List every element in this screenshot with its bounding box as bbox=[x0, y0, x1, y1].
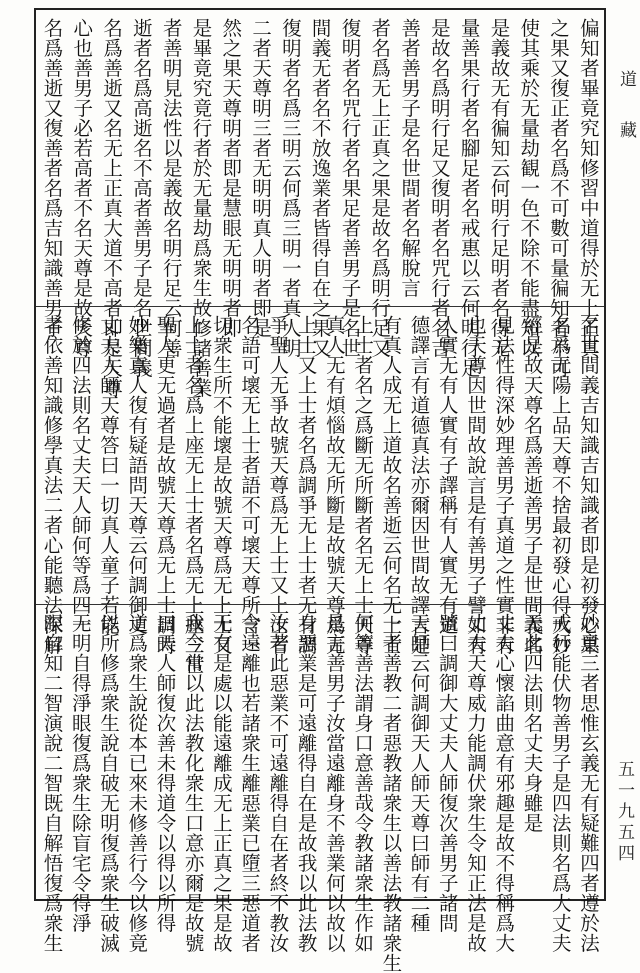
text-column: 名爲善逝又復善者名爲吉知識善男子 bbox=[40, 18, 64, 338]
text-column: 眼自知二智演說二智既自解悟復爲衆生 bbox=[40, 613, 64, 953]
text-column: 何等善法謂身口意善哉令教諸衆生作如 bbox=[351, 613, 375, 953]
text-column: 經是故天尊名爲善逝善男子是世間義名 bbox=[520, 315, 544, 655]
text-column: 以所修爲衆生說自破无明復爲衆生破滅 bbox=[96, 613, 120, 953]
text-column: 號曰調御大丈夫人師復次善男子諸問 bbox=[435, 613, 459, 933]
text-column: 真人无有煩惱故无所斷是故號天尊爲无 bbox=[322, 315, 346, 655]
text-column: 逝者名爲高逝名不高者善男子是名世間義 bbox=[129, 18, 153, 378]
text-column: 者善明見法性以是義故名明行足云何善 bbox=[159, 18, 183, 358]
text-column: 戒行能伏物善男子是四法則名爲大丈夫 bbox=[548, 613, 572, 953]
text-column: 上士者名爲上座无上士者名爲无上座三世 bbox=[181, 315, 205, 675]
text-column: 妙意三者思惟玄義无有疑難四者遵於法 bbox=[576, 613, 600, 953]
text-column: 曰天人師復次善未得道令以得以所得 bbox=[153, 613, 177, 933]
text-column: 名爲善逝又名无上正真大道不高者即是天尊 bbox=[100, 18, 124, 398]
text-column: 偏知者畢竟究知修習中道得於无上正真 bbox=[576, 18, 600, 358]
text-column: 見法性得深妙理善男子真道之性實非有 bbox=[492, 315, 516, 655]
text-column: 名爲无陽上品天尊不捨最初發心得大妙 bbox=[548, 315, 572, 655]
text-column: 是義故无有徧知云何明行足明者名得无 bbox=[487, 18, 511, 358]
text-column: 无明自得淨眼復爲衆生除盲宅令得淨 bbox=[68, 613, 92, 933]
text-column: 身惡業是可遠離得自在是故我以此法教 bbox=[294, 613, 318, 953]
text-column: 名語可壞无上士者語不可壞天尊所言一 bbox=[238, 315, 262, 655]
text-column: 妙樂真人復有疑語問天尊云何調御丈 bbox=[125, 315, 149, 635]
text-column: 復明者名爲三明云何爲三明一者真人明 bbox=[278, 18, 302, 358]
text-column: 无有是處以能遠離成无上正真之果是故 bbox=[209, 613, 233, 953]
text-column: 聖人更无過者是故號天尊爲无上士調時 bbox=[153, 315, 177, 655]
text-column: 二者天尊明三者无明明真人明者即是 bbox=[249, 18, 273, 338]
text-column: 間義无者名不放逸業者皆得自在之果又 bbox=[308, 18, 332, 358]
text-column: 使其乘於无量劫観一色不除不能盡知以 bbox=[517, 18, 541, 358]
text-column: 善者善男子是名世間者名解脫言 bbox=[398, 18, 422, 298]
text-column: 是故名爲明行足又復明者名咒行者名吉 bbox=[427, 18, 451, 358]
text-column: 丈夫心懷諂曲意有邪趣是故不得稱爲大 bbox=[492, 613, 516, 953]
text-column: 人實无有人實有子譯稱有人實无有道 bbox=[435, 315, 459, 635]
text-column: 是畢竟究竟行者於无量劫爲衆生故修諸善業 bbox=[189, 18, 213, 398]
text-column: 上士又上士者名爲調爭无上士者无有調 bbox=[294, 315, 318, 655]
text-column: 令遠離也若諸衆生離惡業已墮三惡道者 bbox=[238, 613, 262, 953]
margin-folio: 五一九五四 bbox=[614, 760, 634, 865]
text-column: 者名爲无上正真之果是故名爲明行足又 bbox=[368, 18, 392, 358]
page-frame bbox=[34, 8, 606, 973]
text-column: 无此四法則名丈夫身雖是 bbox=[520, 613, 544, 833]
text-column: 我今常以此法教化衆生口意亦爾是故號 bbox=[181, 613, 205, 953]
text-column: 汝若此惡業不可遠離得自在者終不教汝 bbox=[266, 613, 290, 953]
text-column: 切衆生所不能壞是故號天尊爲无上士又 bbox=[209, 315, 233, 655]
text-column: 爭聖人无爭故號天尊爲无上士又上士者 bbox=[266, 315, 290, 655]
text-column: 者依善知識修學真法二者心能聽法深解 bbox=[40, 315, 64, 655]
text-column: 德譯言有道德真法亦爾因世間故譯言是 bbox=[407, 315, 431, 655]
text-column: 上士者名之爲斷无所斷者名无上士天尊 bbox=[351, 315, 375, 655]
text-column: 丈夫人師天尊答曰一切真人童子若能 bbox=[96, 315, 120, 635]
text-column: 有真人成无上道故名善逝云何名无上士 bbox=[379, 315, 403, 655]
text-band-top bbox=[36, 10, 604, 398]
text-column: 一者善教二者惡教諸衆生以善法教諸衆生 bbox=[379, 613, 403, 973]
text-column: 也天尊因世間故說言是有善男子譬如有 bbox=[464, 315, 488, 655]
margin-title: 道藏 bbox=[616, 70, 636, 172]
text-column: 復明者名咒行者名果足者善男子是名世 bbox=[338, 18, 362, 358]
text-column: 量善果行者名腳足者名戒惠以云何明行足 bbox=[457, 18, 481, 378]
text-column: 然之果天尊明者即是慧眼无明明者即 bbox=[219, 18, 243, 338]
text-column: 心也善男子必若高者不名天尊是故天尊 bbox=[70, 18, 94, 358]
text-column: 天師云何調御天人師天尊曰師有二種 bbox=[407, 613, 431, 933]
text-band-middle bbox=[36, 306, 604, 675]
text-column: 道爲衆生說從本已來未修善行今以修竟 bbox=[125, 613, 149, 953]
text-column: 修於四法則名丈夫天人師何等爲四一 bbox=[68, 315, 92, 635]
text-column: 之果又復正者名爲不可數可量徧知者不可 bbox=[547, 18, 571, 378]
text-column: 丈夫天尊威力能調伏衆生令知正法是故 bbox=[464, 613, 488, 953]
text-column: 名世間義吉知識吉知識者即是初發心果 bbox=[576, 315, 600, 655]
text-column: 是言善男子汝當遠離身不善業何以故以 bbox=[322, 613, 346, 953]
text-band-bottom bbox=[36, 604, 604, 973]
